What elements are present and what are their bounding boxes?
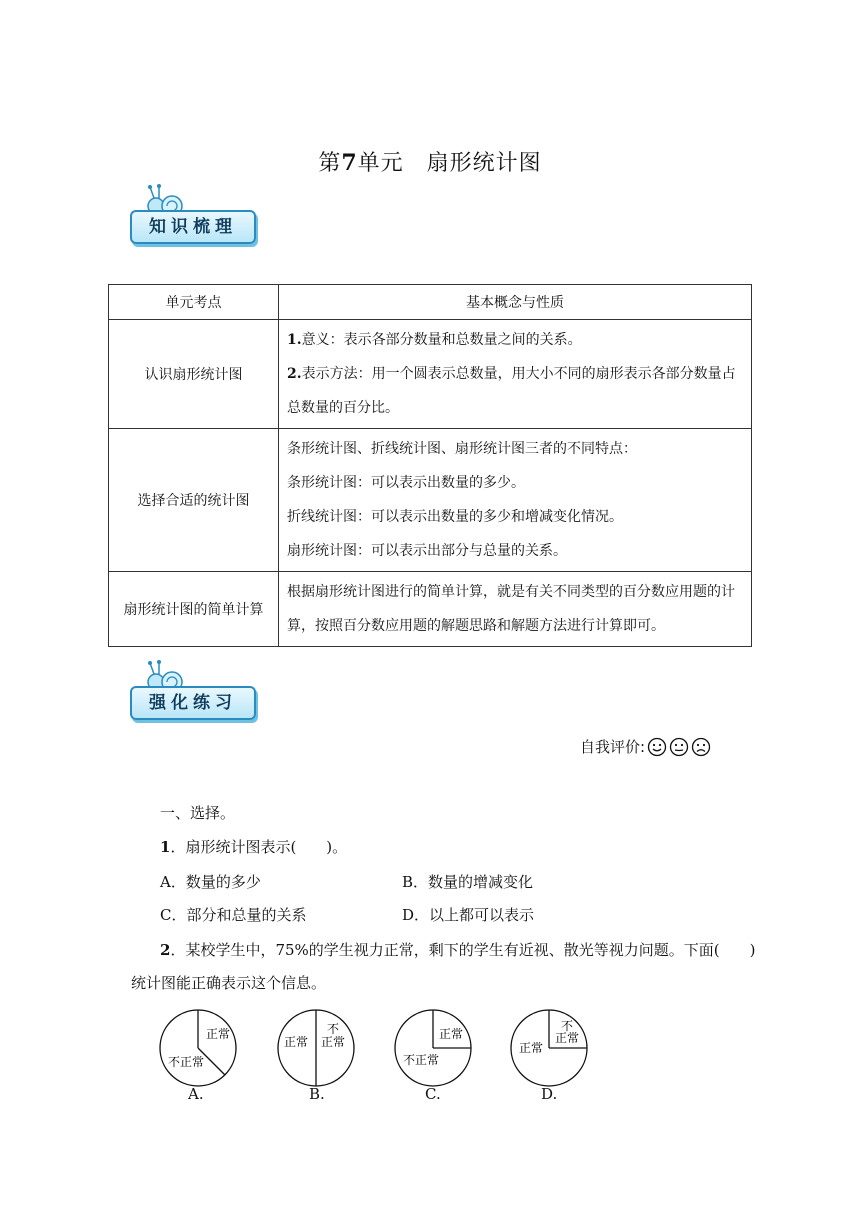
pie-b-label-abnormal-top: 不 [326,1022,340,1036]
self-evaluation-label: 自我评价: [580,738,646,756]
table-row [109,429,752,572]
q1-option-d[interactable]: D．以上都可以表示 [402,906,535,924]
concept-line: 2.表示方法：用一个圆表示总数量，用大小不同的扇形表示各部分数量占总数量的百分比。 [287,366,736,416]
table-row [109,320,752,429]
practice-label: 强化练习 [130,686,256,720]
page-title: 第7单元 扇形统计图 [318,150,542,176]
concept-line: 条形统计图：可以表示出数量的多少。 [287,475,525,491]
table-cell-topic: 扇形统计图的简单计算 [109,572,279,647]
table-cell-concept [279,572,752,647]
pie-chart-c [393,1008,473,1088]
sad-face-icon[interactable] [691,737,711,757]
table-header-row [109,285,752,320]
table-cell-concept [279,320,752,429]
smile-face-icon[interactable] [647,737,667,757]
knowledge-table [108,284,752,647]
pie-chart-d [509,1008,589,1088]
concept-line: 折线统计图：可以表示出数量的多少和增减变化情况。 [287,509,623,525]
pie-a-label-normal: 正常 [205,1027,231,1041]
table-header-topic: 单元考点 [109,285,279,320]
question-2: 2．某校学生中，75%的学生视力正常，剩下的学生有近视、散光等视力问题。下面( ) [160,941,756,959]
concept-line: 根据扇形统计图进行的简单计算，就是有关不同类型的百分数应用题的计算，按照百分数应用题的解题思路和解题方法进行计算即可。 [287,584,735,634]
pie-d-label-normal: 正常 [518,1041,544,1055]
table-cell-topic: 认识扇形统计图 [109,320,279,429]
option-letter-a[interactable]: A. [188,1085,204,1103]
q1-option-a[interactable]: A．数量的多少 [160,873,261,891]
table-header-concept: 基本概念与性质 [279,285,752,320]
neutral-face-icon[interactable] [669,737,689,757]
self-evaluation [580,736,711,757]
table-row [109,572,752,647]
pie-b-label-normal: 正常 [283,1035,309,1049]
question-2-continued: 统计图能正确表示这个信息。 [131,974,327,992]
question-1: 1．扇形统计图表示( )。 [160,838,348,856]
option-letter-c[interactable]: C. [425,1085,441,1103]
concept-line: 条形统计图、折线统计图、扇形统计图三者的不同特点： [287,441,637,457]
table-cell-concept [279,429,752,572]
section-heading: 一、选择。 [160,804,236,822]
knowledge-review-badge [126,184,256,250]
pie-c-label-normal: 正常 [438,1027,464,1041]
practice-badge [126,660,256,726]
q1-option-c[interactable]: C．部分和总量的关系 [160,906,307,924]
pie-chart-a [158,1008,238,1088]
pie-c-label-abnormal: 不正常 [402,1053,440,1067]
concept-line: 1.意义：表示各部分数量和总数量之间的关系。 [287,332,582,348]
q1-option-b[interactable]: B．数量的增减变化 [402,873,534,891]
pie-d-label-abnormal-top: 不 [560,1019,574,1033]
table-cell-topic: 选择合适的统计图 [109,429,279,572]
pie-b-label-abnormal-bottom: 正常 [320,1035,346,1049]
pie-d-label-abnormal-bottom: 正常 [554,1031,580,1045]
knowledge-review-label: 知识梳理 [130,210,256,244]
option-letter-d[interactable]: D. [541,1085,558,1103]
pie-chart-b [276,1008,356,1088]
option-letter-b[interactable]: B. [309,1085,325,1103]
pie-a-label-abnormal: 不正常 [167,1055,205,1069]
concept-line: 扇形统计图：可以表示出部分与总量的关系。 [287,543,567,559]
